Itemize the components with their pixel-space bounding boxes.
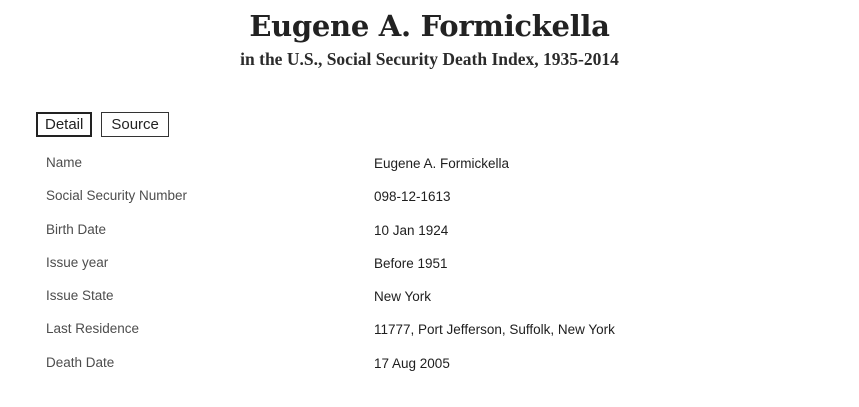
detail-label: Issue State [46, 288, 114, 304]
detail-row-issue-state [46, 280, 826, 313]
detail-value: 11777, Port Jefferson, Suffolk, New York [374, 322, 615, 338]
tab-source[interactable]: Source [101, 112, 169, 137]
detail-value: 17 Aug 2005 [374, 355, 450, 371]
detail-row-name [46, 147, 826, 180]
record-header [0, 6, 859, 70]
detail-row-birth-date [46, 214, 826, 247]
detail-label: Death Date [46, 354, 115, 370]
detail-row-issue-year [46, 247, 826, 280]
detail-label: Social Security Number [46, 188, 188, 204]
page-title: Eugene A. Formickella [249, 9, 610, 43]
detail-row-death-date [46, 347, 826, 380]
detail-value: 10 Jan 1924 [374, 222, 449, 238]
record-details-table [46, 147, 826, 380]
detail-row-ssn [46, 180, 826, 213]
detail-label: Last Residence [46, 321, 140, 337]
detail-value: Eugene A. Formickella [374, 156, 510, 171]
collection-subtitle: in the U.S., Social Security Death Index, 1935-2014 [240, 49, 619, 69]
detail-label: Name [46, 155, 83, 170]
record-tabs [36, 112, 169, 137]
detail-row-last-residence [46, 313, 826, 346]
detail-value: Before 1951 [374, 255, 448, 271]
detail-label: Issue year [46, 254, 109, 270]
detail-value: New York [374, 289, 432, 305]
detail-label: Birth Date [46, 221, 107, 237]
tab-detail[interactable]: Detail [36, 112, 92, 137]
detail-value: 098-12-1613 [374, 189, 451, 205]
